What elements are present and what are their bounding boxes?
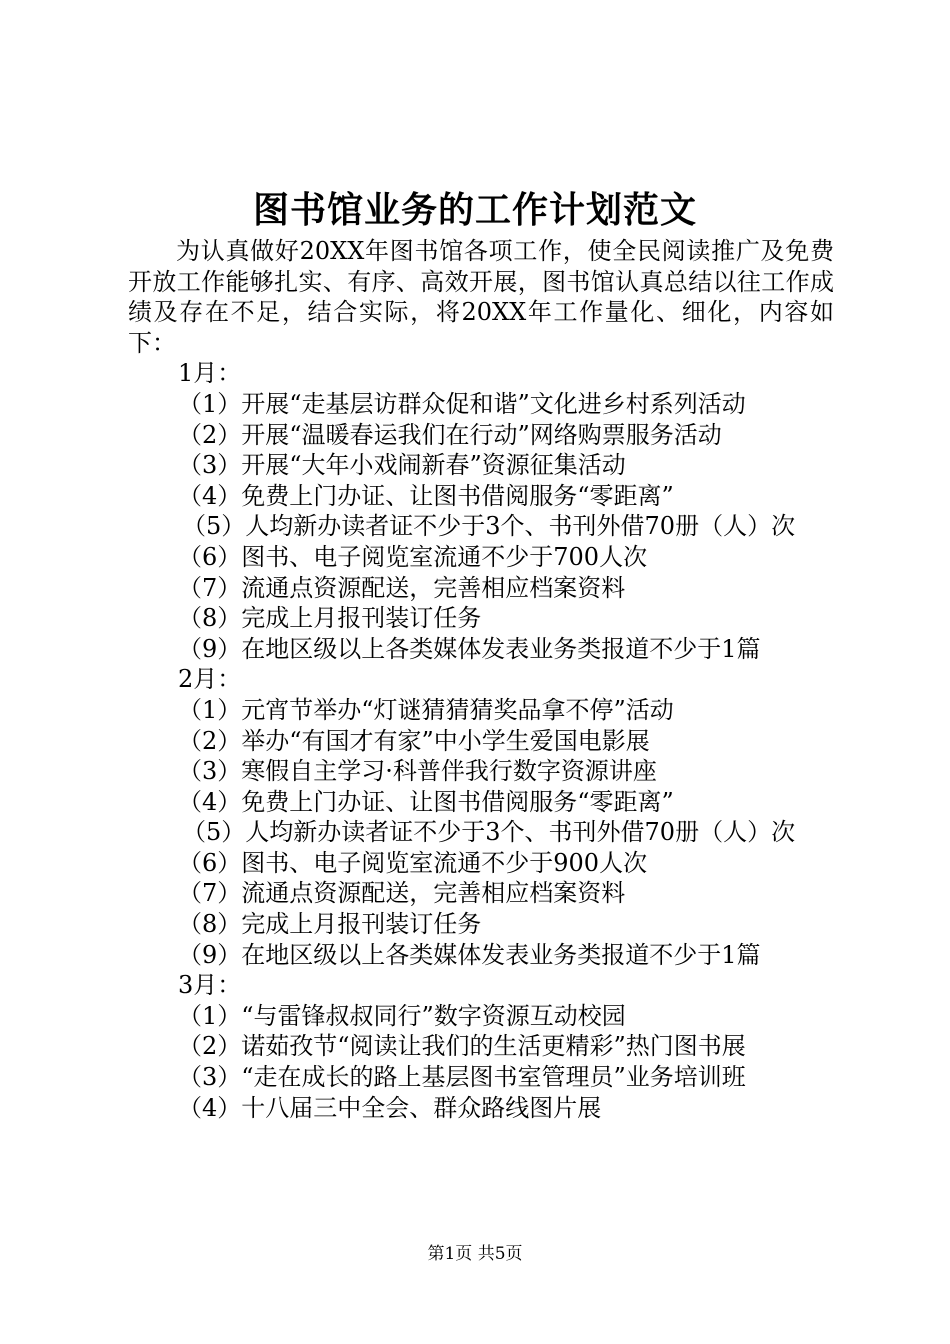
list-item: （1）“与雷锋叔叔同行”数字资源互动校园 bbox=[178, 1001, 626, 1030]
list-item: （7）流通点资源配送，完善相应档案资料 bbox=[178, 879, 626, 908]
list-item: （6）图书、电子阅览室流通不少于700人次 bbox=[178, 542, 648, 571]
list-item: （3）寒假自主学习·科普伴我行数字资源讲座 bbox=[178, 757, 657, 786]
page-number-footer: 第1页 共5页 bbox=[427, 1244, 523, 1264]
list-item: （5）人均新办读者证不少于3个、书刊外借70册（人）次 bbox=[182, 512, 796, 541]
list-item: （1）元宵节举办“灯谜猜猜猜奖品拿不停”活动 bbox=[178, 695, 674, 724]
month-heading: 2月： bbox=[178, 665, 242, 694]
list-item: （5）人均新办读者证不少于3个、书刊外借70册（人）次 bbox=[182, 818, 796, 847]
list-item: （2）诺茹孜节“阅读让我们的生活更精彩”热门图书展 bbox=[178, 1032, 746, 1061]
list-item: （4）免费上门办证、让图书借阅服务“零距离” bbox=[178, 787, 674, 816]
month-heading: 3月： bbox=[178, 971, 242, 1000]
list-item: （9）在地区级以上各类媒体发表业务类报道不少于1篇 bbox=[178, 634, 761, 663]
month-heading: 1月： bbox=[178, 359, 242, 388]
list-item: （4）十八届三中全会、群众路线图片展 bbox=[178, 1093, 602, 1122]
list-item: （4）免费上门办证、让图书借阅服务“零距离” bbox=[178, 481, 674, 510]
list-item: （7）流通点资源配送，完善相应档案资料 bbox=[178, 573, 626, 602]
document-title: 图书馆业务的工作计划范文 bbox=[252, 189, 697, 231]
list-item: （8）完成上月报刊装订任务 bbox=[178, 910, 482, 939]
list-item: （3）开展“大年小戏闹新春”资源征集活动 bbox=[178, 451, 626, 480]
intro-paragraph: 为认真做好20XX年图书馆各项工作，使全民阅读推广及免费开放工作能够扎实、有序、高效开展，图书馆认真总结以往工作成绩及存在不足，结合实际，将20XX年工作量化、细化，内容如下： bbox=[128, 237, 834, 357]
list-item: （1）开展“走基层访群众促和谐”文化进乡村系列活动 bbox=[178, 389, 746, 418]
list-item: （6）图书、电子阅览室流通不少于900人次 bbox=[178, 848, 648, 877]
list-item: （2）开展“温暖春运我们在行动”网络购票服务活动 bbox=[178, 420, 722, 449]
list-item: （3）“走在成长的路上基层图书室管理员”业务培训班 bbox=[178, 1063, 746, 1092]
list-item: （9）在地区级以上各类媒体发表业务类报道不少于1篇 bbox=[178, 940, 761, 969]
list-item: （2）举办“有国才有家”中小学生爱国电影展 bbox=[178, 726, 650, 755]
list-item: （8）完成上月报刊装订任务 bbox=[178, 604, 482, 633]
document-body bbox=[128, 236, 834, 1123]
